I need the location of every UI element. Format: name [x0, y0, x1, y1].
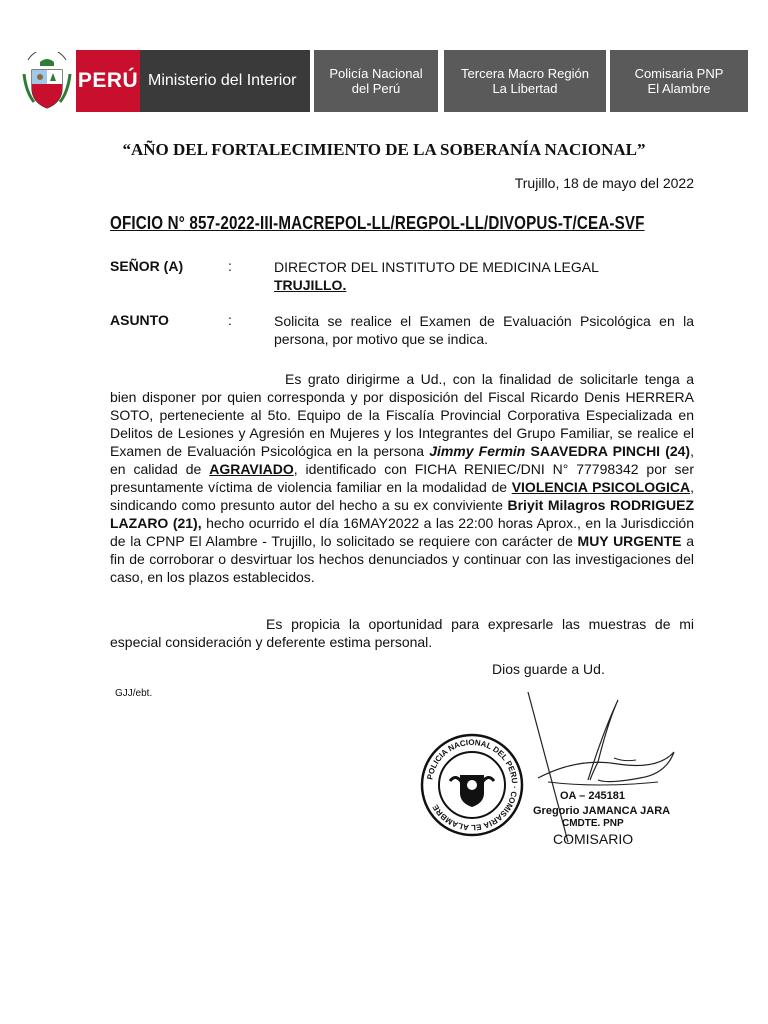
subject-text: Solicita se realice el Examen de Evaluación Psicológica en la persona, por motivo que se indica. [274, 313, 694, 347]
body-paragraph-2 [110, 615, 694, 651]
header-box-line2: La Libertad [492, 81, 558, 96]
body-text: , identificado con FICHA RENIEC/DNI N° 77798342 por ser presuntamente víctima de violencia familiar en la modalidad de [110, 461, 694, 495]
accused-surname: RODRIGUEZ LAZARO (21), [110, 497, 695, 531]
body-text: Es propicia la oportunidad para expresarle las muestras de mi especial consideración y deferente estima personal. [110, 616, 694, 650]
signature-rank: CMDTE. PNP [562, 818, 624, 829]
header-box-line1: Tercera Macro Región [461, 66, 589, 81]
signature-code: OA – 245181 [560, 790, 626, 802]
signature-title: COMISARIO [553, 831, 634, 847]
addressee-line1: DIRECTOR DEL INSTITUTO DE MEDICINA LEGAL [274, 259, 599, 275]
year-motto: “AÑO DEL FORTALECIMIENTO DE LA SOBERANÍA NACIONAL” [122, 140, 646, 159]
header-box-macro-region [444, 50, 606, 112]
body-text: , sindicando como presunto autor del hecho a su ex conviviente [110, 479, 694, 513]
addressee-line2: TRUJILLO. [274, 277, 347, 293]
header-box-line1: Comisaria PNP [634, 66, 724, 81]
body-text: , en calidad de [110, 443, 694, 477]
subject-label: ASUNTO [110, 312, 169, 328]
reference-initials: GJJ/ebt. [115, 688, 153, 699]
subject-colon: : [228, 312, 232, 328]
signature-name: Gregorio JAMANCA JARA [533, 805, 671, 817]
addressee-label: SEÑOR (A) [110, 258, 184, 274]
addressee-value [274, 258, 694, 294]
body-text: Es grato dirigirme a Ud., con la finalidad de solicitarle tenga a bien disponer por quien corresponda y por disposición del Fiscal Ricardo Denis HERRERA SOTO, perteneciente al 5to. Equipo de la Fiscalía Provincial Corporativa Especializada en Delitos de Lesiones y Agresión en Mujeres y los Integrantes del Grupo Familiar, se realice el Examen de Evaluación Psicológica en la persona [110, 371, 694, 459]
date-line: Trujillo, 18 de mayo del 2022 [514, 175, 694, 191]
body-text: a fin de corroborar o desvirtuar los hechos denunciados y continuar con las investigaciones del caso, en los plazos establecidos. [110, 533, 694, 585]
header-box-line2: El Alambre [647, 81, 711, 96]
header-box-line1: Policía Nacional [329, 66, 423, 81]
accused-name: Briyit Milagros [507, 497, 606, 513]
victim-role: AGRAVIADO [209, 461, 294, 477]
ministry-label: Ministerio del Interior [140, 50, 310, 112]
header-box-comisaria [610, 50, 748, 112]
svg-text:POLICIA NACIONAL DEL PERU · CO: POLICIA NACIONAL DEL PERU · COMISARIA EL ALAMBRE [425, 737, 520, 833]
closing-line: Dios guarde a Ud. [492, 661, 605, 677]
header-box-pnp [314, 50, 438, 112]
addressee-colon: : [228, 258, 232, 274]
victim-surname: SAAVEDRA PINCHI (24) [525, 443, 691, 459]
violence-type: VIOLENCIA PSICOLOGICA [511, 479, 691, 495]
police-seal-stamp [420, 733, 524, 837]
oficio-number: OFICIO N° 857-2022-III-MACREPOL-LL/REGPOL-LL/DIVOPUS-T/CEA-SVF [110, 212, 645, 233]
body-paragraph-1 [110, 370, 694, 586]
victim-name: Jimmy Fermin [429, 443, 526, 459]
urgency-label: MUY URGENTE [577, 533, 682, 549]
header-box-line2: del Perú [351, 81, 401, 96]
peru-coat-of-arms-icon [22, 52, 72, 112]
body-text: hecho ocurrido el día 16MAY2022 a las 22:00 horas Aprox., en la Jurisdicción de la CPNP El Alambre - Trujillo, lo solicitado se requiere con carácter de [110, 515, 695, 549]
peru-logo-label: PERÚ [76, 50, 140, 112]
